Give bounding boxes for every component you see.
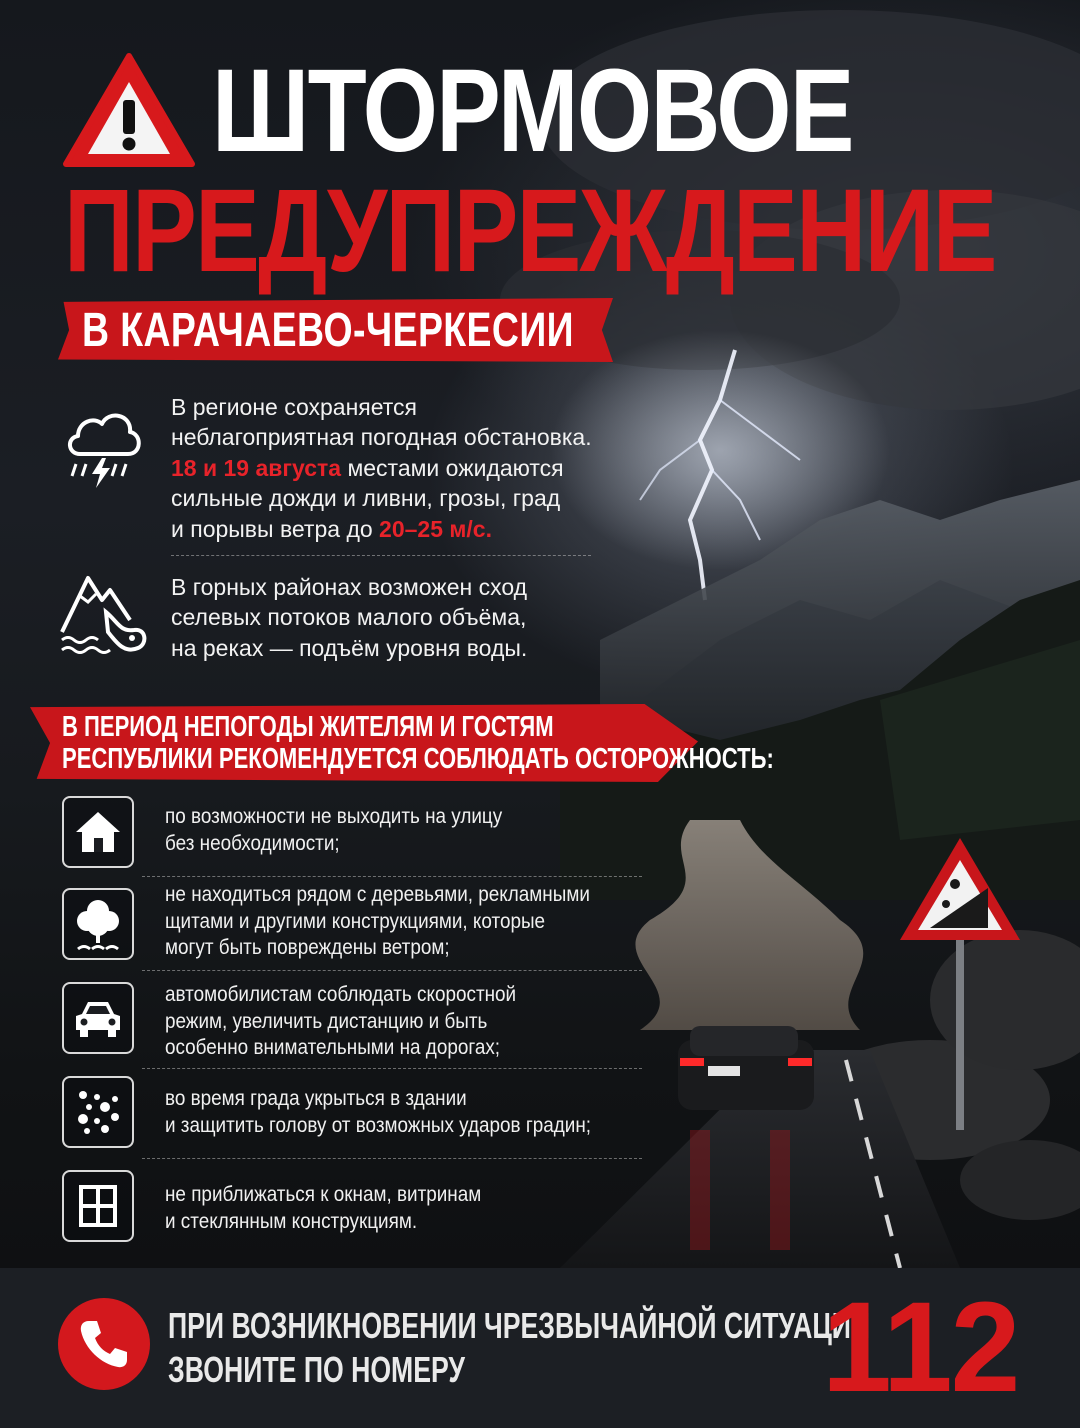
hail-icon-box bbox=[62, 1076, 134, 1148]
phone-glyph bbox=[77, 1317, 131, 1371]
window-icon bbox=[78, 1184, 118, 1228]
list-item-5 bbox=[165, 1182, 481, 1235]
window-icon-box bbox=[62, 1170, 134, 1242]
mountain-line-3: на реках — подъём уровня воды. bbox=[171, 634, 528, 661]
recommendation-title bbox=[62, 711, 774, 775]
list-item-3-line-3: особенно внимательными на дорогах; bbox=[165, 1036, 501, 1059]
hail-icon bbox=[75, 1089, 121, 1135]
weather-line-5 bbox=[171, 514, 592, 544]
house-icon bbox=[74, 810, 122, 854]
weather-line-5-start: и порывы ветра до bbox=[171, 515, 380, 542]
list-item-4 bbox=[165, 1086, 591, 1139]
mountain-warning-text bbox=[171, 572, 527, 663]
tree-icon-box bbox=[62, 888, 134, 960]
emergency-call-text bbox=[168, 1304, 870, 1392]
info-divider bbox=[171, 555, 591, 556]
phone-icon bbox=[58, 1298, 150, 1390]
list-item-4-line-2: и защитить голову от возможных ударов градин; bbox=[165, 1113, 592, 1137]
weather-warning-text bbox=[171, 392, 592, 544]
wind-speed-highlight: 20–25 м/с. bbox=[379, 515, 492, 542]
footer-line-2: ЗВОНИТЕ ПО НОМЕРУ bbox=[168, 1349, 465, 1390]
list-divider bbox=[142, 1068, 642, 1069]
car-icon bbox=[72, 998, 124, 1038]
list-item-2-line-3: могут быть повреждены ветром; bbox=[165, 936, 450, 959]
region-title: В КАРАЧАЕВО-ЧЕРКЕСИИ bbox=[82, 304, 574, 357]
recommendation-line-1: В ПЕРИОД НЕПОГОДЫ ЖИТЕЛЯМ И ГОСТЯМ bbox=[62, 711, 554, 743]
weather-line-3 bbox=[171, 453, 592, 483]
weather-line-1: В регионе сохраняется bbox=[171, 394, 418, 420]
list-item-2-line-2: щитами и другими конструкциями, которые bbox=[165, 909, 546, 933]
title-line-2: ПРЕДУПРЕЖДЕНИЕ bbox=[64, 165, 996, 297]
list-item-3 bbox=[165, 982, 516, 1062]
warning-triangle-icon bbox=[62, 52, 196, 170]
list-divider bbox=[142, 970, 642, 971]
list-item-3-line-1: автомобилистам соблюдать скоростной bbox=[165, 983, 517, 1006]
list-item-3-line-2: режим, увеличить дистанцию и быть bbox=[165, 1009, 488, 1033]
storm-cloud-icon bbox=[62, 402, 144, 490]
house-icon-box bbox=[62, 796, 134, 868]
list-item-2 bbox=[165, 882, 590, 962]
list-item-5-line-1: не приближаться к окнам, витринам bbox=[165, 1183, 482, 1206]
mudflow-mountain-icon bbox=[58, 570, 150, 656]
list-divider bbox=[142, 1158, 642, 1159]
list-item-1 bbox=[165, 804, 502, 857]
tree-icon bbox=[74, 897, 122, 951]
mountain-line-1: В горных районах возможен сход bbox=[171, 574, 528, 600]
title-line-1: ШТОРМОВОЕ bbox=[212, 45, 853, 177]
date-highlight: 18 и 19 августа bbox=[171, 454, 342, 481]
list-item-1-line-1: по возможности не выходить на улицу bbox=[165, 805, 503, 828]
list-item-4-line-1: во время града укрыться в здании bbox=[165, 1087, 467, 1110]
list-item-1-line-2: без необходимости; bbox=[165, 831, 340, 855]
list-item-2-line-1: не находиться рядом с деревьями, рекламными bbox=[165, 883, 590, 906]
footer-line-1: ПРИ ВОЗНИКНОВЕНИИ ЧРЕЗВЫЧАЙНОЙ СИТУАЦИИ bbox=[168, 1305, 871, 1346]
list-divider bbox=[142, 876, 642, 877]
recommendation-line-2: РЕСПУБЛИКИ РЕКОМЕНДУЕТСЯ СОБЛЮДАТЬ ОСТОРОЖНОСТЬ: bbox=[62, 743, 774, 775]
mountain-line-2: селевых потоков малого объёма, bbox=[171, 604, 527, 631]
weather-line-4: сильные дожди и ливни, грозы, град bbox=[171, 485, 561, 512]
weather-line-3-rest: местами ожидаются bbox=[341, 454, 564, 481]
list-item-5-line-2: и стеклянным конструкциям. bbox=[165, 1209, 418, 1233]
weather-line-2: неблагоприятная погодная обстановка. bbox=[171, 424, 592, 451]
car-icon-box bbox=[62, 982, 134, 1054]
emergency-number[interactable]: 112 bbox=[822, 1276, 1019, 1419]
